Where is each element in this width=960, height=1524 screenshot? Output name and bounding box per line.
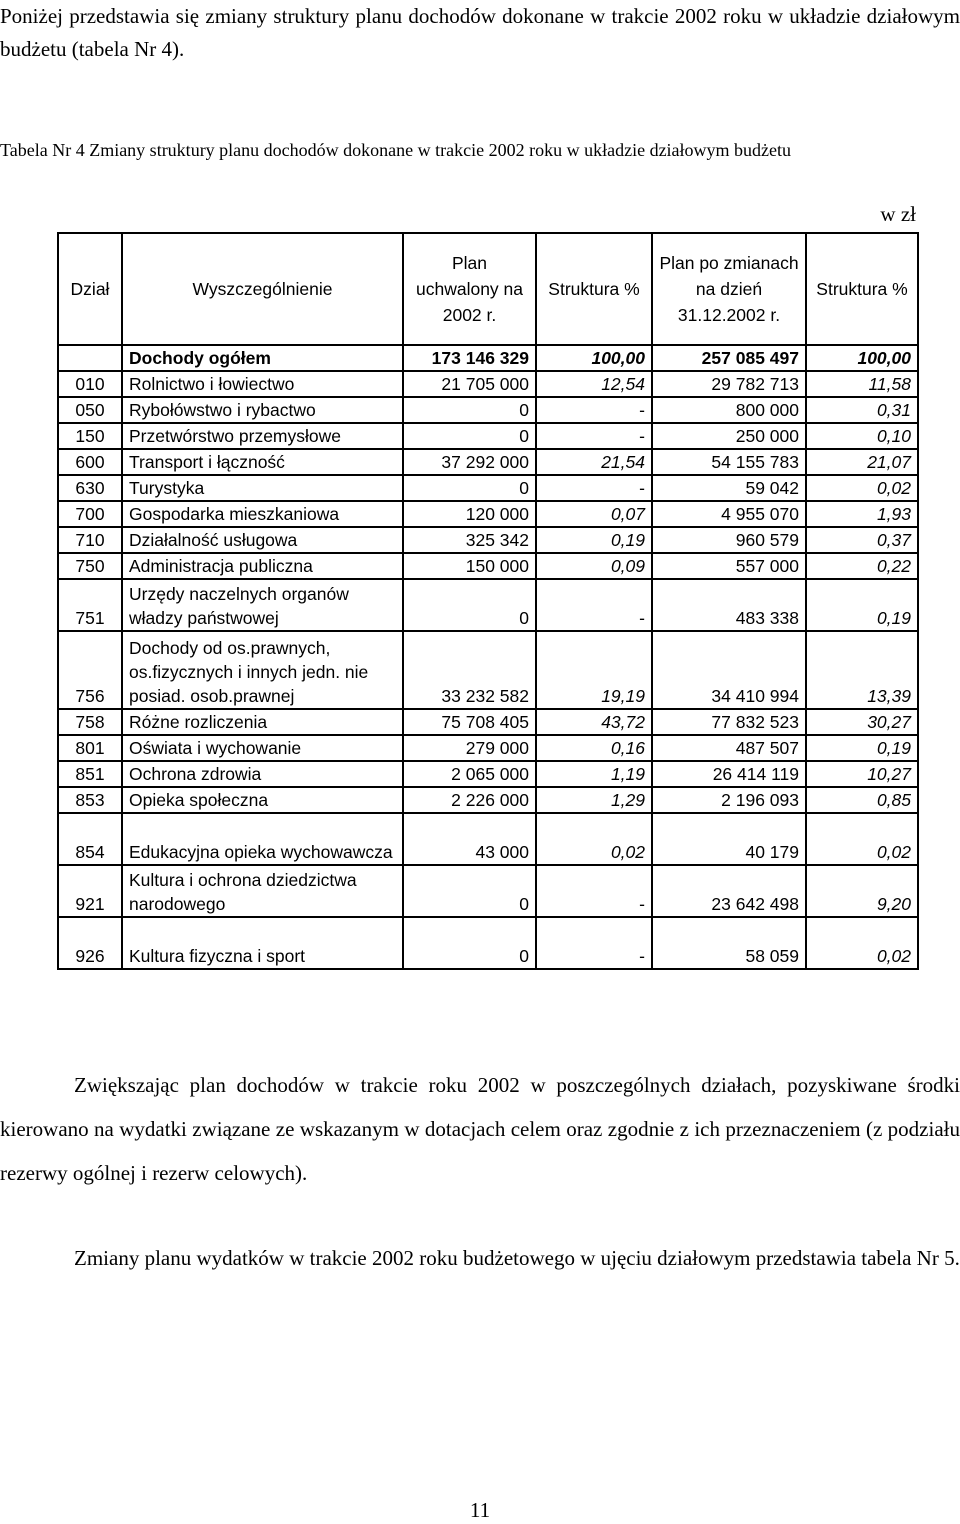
total-plan-po-zmianach: 257 085 497 [652,345,806,371]
struktura-1-value: 19,19 [536,631,652,709]
struktura-1-value: 0,07 [536,501,652,527]
plan-po-zmianach-value: 40 179 [652,813,806,865]
row-name: Działalność usługowa [122,527,403,553]
plan-po-zmianach-value: 800 000 [652,397,806,423]
plan-uchwalony-value: 21 705 000 [403,371,536,397]
struktura-2-value: 0,02 [806,917,918,969]
struktura-1-value: - [536,579,652,631]
plan-uchwalony-value: 0 [403,423,536,449]
dzial-code: 600 [58,449,122,475]
plan-po-zmianach-value: 487 507 [652,735,806,761]
table-row [58,423,918,449]
plan-po-zmianach-value: 29 782 713 [652,371,806,397]
struktura-2-value: 0,31 [806,397,918,423]
plan-po-zmianach-value: 2 196 093 [652,787,806,813]
dzial-code: 926 [58,917,122,969]
dzial-code: 010 [58,371,122,397]
table-row [58,917,918,969]
intro-paragraph [0,0,960,66]
plan-po-zmianach-value: 54 155 783 [652,449,806,475]
row-name: Transport i łączność [122,449,403,475]
struktura-1-value: - [536,423,652,449]
plan-uchwalony-value: 0 [403,917,536,969]
plan-uchwalony-value: 0 [403,579,536,631]
row-name: Edukacyjna opieka wychowawcza [122,813,403,865]
total-struktura-1: 100,00 [536,345,652,371]
plan-po-zmianach-value: 557 000 [652,553,806,579]
header-struktura-1: Struktura % [536,233,652,345]
dzial-code: 756 [58,631,122,709]
table-row [58,787,918,813]
struktura-1-value: 1,29 [536,787,652,813]
table-caption: Tabela Nr 4 Zmiany struktury planu dochodów dokonane w trakcie 2002 roku w układzie działowym budżetu [0,140,792,160]
struktura-2-value: 9,20 [806,865,918,917]
struktura-2-value: 0,22 [806,553,918,579]
plan-po-zmianach-value: 250 000 [652,423,806,449]
plan-uchwalony-value: 2 065 000 [403,761,536,787]
struktura-2-value: 30,27 [806,709,918,735]
dzial-code: 050 [58,397,122,423]
table-row [58,813,918,865]
row-name: Dochody od os.prawnych, os.fizycznych i innych jedn. nie posiad. osob.prawnej [122,631,403,709]
page-number: 11 [469,1498,491,1522]
struktura-2-value: 11,58 [806,371,918,397]
struktura-1-value: 0,09 [536,553,652,579]
plan-po-zmianach-value: 77 832 523 [652,709,806,735]
plan-po-zmianach-value: 34 410 994 [652,631,806,709]
summary-text: Zwiększając plan dochodów w trakcie roku 2002 w poszczególnych działach, pozyskiwane środki kierowano na wydatki związane ze wskazanym w dotacjach celem oraz zgodnie z ich przeznaczeniem (z podziału rezerwy ogólnej i rezerw celowych). [0,1073,960,1185]
total-plan: 173 146 329 [403,345,536,371]
struktura-2-value: 0,19 [806,579,918,631]
struktura-1-value: 1,19 [536,761,652,787]
plan-uchwalony-value: 120 000 [403,501,536,527]
table-row [58,501,918,527]
table-row [58,449,918,475]
dzial-code: 853 [58,787,122,813]
table-row [58,735,918,761]
struktura-1-value: 43,72 [536,709,652,735]
table-row [58,527,918,553]
row-name: Administracja publiczna [122,553,403,579]
next-table-text: Zmiany planu wydatków w trakcie 2002 roku budżetowego w ujęciu działowym przedstawia tabela Nr 5. [74,1246,960,1270]
table-row [58,761,918,787]
plan-po-zmianach-value: 4 955 070 [652,501,806,527]
row-name: Rolnictwo i łowiectwo [122,371,403,397]
header-wyszczegolnienie: Wyszczególnienie [122,233,403,345]
header-dzial: Dział [58,233,122,345]
intro-text: Poniżej przedstawia się zmiany struktury planu dochodów dokonane w trakcie 2002 roku w układzie działowym budżetu (tabela Nr 4). [0,4,960,61]
row-name: Opieka społeczna [122,787,403,813]
total-code [58,345,122,371]
dzial-code: 854 [58,813,122,865]
struktura-2-value: 0,02 [806,813,918,865]
dzial-code: 710 [58,527,122,553]
struktura-2-value: 0,10 [806,423,918,449]
header-plan-po-zmianach: Plan po zmianach na dzień 31.12.2002 r. [652,233,806,345]
struktura-2-value: 13,39 [806,631,918,709]
plan-uchwalony-value: 150 000 [403,553,536,579]
dzial-code: 630 [58,475,122,501]
table-row [58,709,918,735]
row-name: Rybołówstwo i rybactwo [122,397,403,423]
plan-uchwalony-value: 75 708 405 [403,709,536,735]
dzial-code: 700 [58,501,122,527]
plan-uchwalony-value: 325 342 [403,527,536,553]
row-name: Oświata i wychowanie [122,735,403,761]
row-name: Kultura i ochrona dziedzictwa narodowego [122,865,403,917]
struktura-1-value: - [536,397,652,423]
table-row [58,475,918,501]
row-name: Gospodarka mieszkaniowa [122,501,403,527]
table-row [58,397,918,423]
next-table-paragraph [0,1236,960,1280]
struktura-1-value: 0,02 [536,813,652,865]
dzial-code: 758 [58,709,122,735]
dzial-code: 921 [58,865,122,917]
table-row [58,371,918,397]
struktura-2-value: 0,02 [806,475,918,501]
plan-po-zmianach-value: 58 059 [652,917,806,969]
revenue-structure-table [57,232,919,970]
table-row [58,865,918,917]
header-struktura-2: Struktura % [806,233,918,345]
struktura-2-value: 0,37 [806,527,918,553]
plan-uchwalony-value: 0 [403,397,536,423]
struktura-2-value: 0,19 [806,735,918,761]
struktura-2-value: 1,93 [806,501,918,527]
struktura-2-value: 10,27 [806,761,918,787]
struktura-1-value: - [536,865,652,917]
plan-po-zmianach-value: 26 414 119 [652,761,806,787]
dzial-code: 150 [58,423,122,449]
dzial-code: 750 [58,553,122,579]
dzial-code: 751 [58,579,122,631]
struktura-1-value: - [536,917,652,969]
row-name: Urzędy naczelnych organów władzy państwowej [122,579,403,631]
row-name: Przetwórstwo przemysłowe [122,423,403,449]
plan-uchwalony-value: 279 000 [403,735,536,761]
row-name: Różne rozliczenia [122,709,403,735]
row-name: Kultura fizyczna i sport [122,917,403,969]
plan-uchwalony-value: 2 226 000 [403,787,536,813]
plan-uchwalony-value: 0 [403,865,536,917]
struktura-2-value: 21,07 [806,449,918,475]
row-name: Turystyka [122,475,403,501]
plan-uchwalony-value: 0 [403,475,536,501]
struktura-1-value: 12,54 [536,371,652,397]
struktura-1-value: 0,19 [536,527,652,553]
table-row [58,631,918,709]
table-row [58,579,918,631]
summary-paragraph [0,1063,960,1195]
dzial-code: 851 [58,761,122,787]
table-row [58,553,918,579]
unit-label: w zł [880,202,916,226]
plan-uchwalony-value: 33 232 582 [403,631,536,709]
header-plan-uchwalony: Plan uchwalony na 2002 r. [403,233,536,345]
plan-po-zmianach-value: 960 579 [652,527,806,553]
total-name: Dochody ogółem [122,345,403,371]
struktura-1-value: - [536,475,652,501]
plan-uchwalony-value: 43 000 [403,813,536,865]
table-header-row [58,233,918,345]
dzial-code: 801 [58,735,122,761]
row-name: Ochrona zdrowia [122,761,403,787]
plan-uchwalony-value: 37 292 000 [403,449,536,475]
struktura-1-value: 21,54 [536,449,652,475]
struktura-2-value: 0,85 [806,787,918,813]
table-row-total [58,345,918,371]
plan-po-zmianach-value: 483 338 [652,579,806,631]
struktura-1-value: 0,16 [536,735,652,761]
total-struktura-2: 100,00 [806,345,918,371]
plan-po-zmianach-value: 23 642 498 [652,865,806,917]
plan-po-zmianach-value: 59 042 [652,475,806,501]
